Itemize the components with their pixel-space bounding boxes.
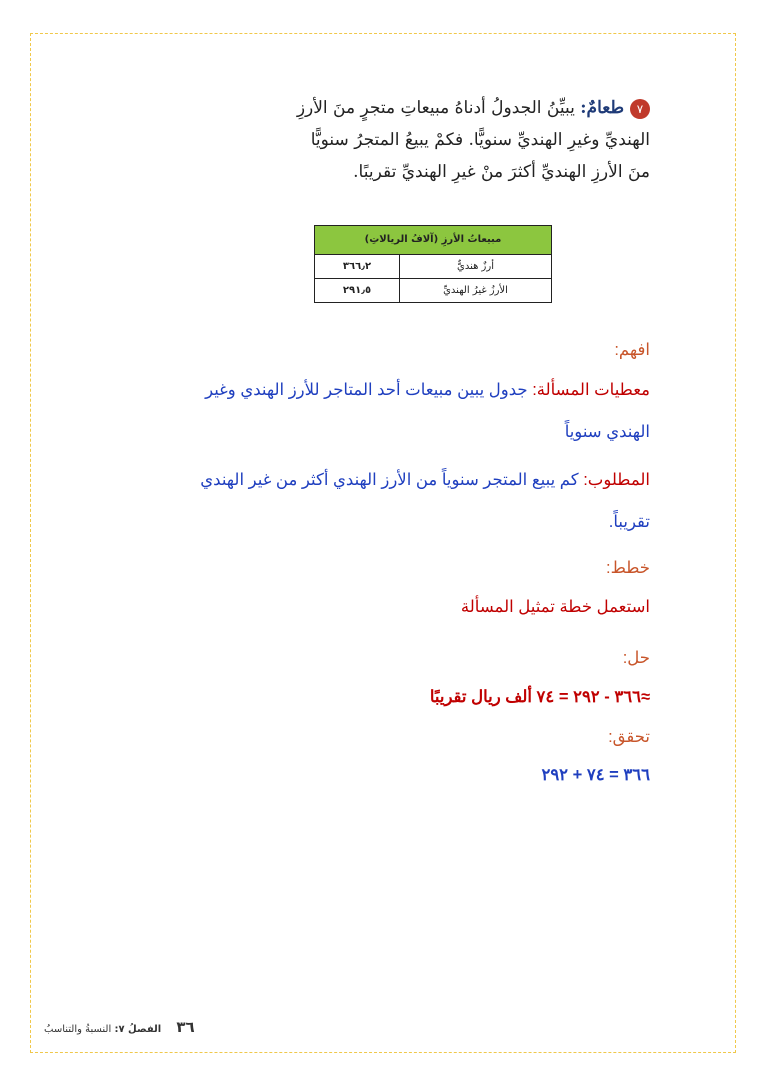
- rice-sales-table: [314, 225, 552, 303]
- givens-line-1: [130, 380, 650, 400]
- table-row-label: أرزٌ هنديٌّ: [399, 255, 551, 278]
- required-line-1: [130, 470, 650, 490]
- problem-text-1: يبيِّنُ الجدولُ أدناهُ مبيعاتِ متجرٍ منَ الأرزِ: [296, 98, 575, 118]
- problem-statement: [230, 92, 650, 188]
- required-label: المطلوب:: [583, 471, 650, 489]
- table-row: [315, 279, 551, 302]
- table-row-value: ٣٦٦٫٢: [342, 261, 372, 272]
- chapter-label: الفصلُ ٧:: [114, 1024, 162, 1035]
- table-row-label: الأرزُ غيرُ الهنديِّ: [399, 279, 551, 302]
- page-number: ٣٦: [176, 1018, 195, 1036]
- required-text: كم يبيع المتجر سنوياً من الأرز الهندي أكثر من غير الهندي: [200, 471, 579, 489]
- solve-equation: ≈٣٦٦ - ٢٩٢ = ٧٤ ألف ريال تقريبًا: [429, 688, 650, 706]
- problem-line-1: [230, 92, 650, 124]
- table-header: مبيعاتُ الأرزِ (آلافُ الريالاتِ): [315, 226, 551, 255]
- table-row-value: ٢٩١٫٥: [342, 285, 372, 296]
- solve-heading: حل:: [622, 649, 650, 667]
- question-number-badge: ٧: [630, 99, 650, 119]
- check-equation: ٣٦٦ = ٧٤ + ٢٩٢: [541, 766, 650, 784]
- problem-keyword: طعامٌ:: [580, 98, 624, 118]
- chapter-title: النسبةُ والتناسبُ: [44, 1024, 112, 1035]
- givens-label: معطيات المسألة:: [532, 381, 650, 399]
- check-heading: تحقق:: [608, 728, 650, 746]
- problem-line-2: الهنديِّ وغيرِ الهنديِّ سنويًّا. فكمْ يبيعُ المتجرُ سنويًّا: [310, 130, 650, 150]
- page-footer: [44, 1018, 195, 1036]
- givens-line-2: الهندي سنوياً: [564, 423, 650, 441]
- understand-heading: افهم:: [614, 341, 650, 359]
- table-row: [315, 255, 551, 279]
- givens-text: جدول يبين مبيعات أحد المتاجر للأرز الهندي وغير: [205, 381, 528, 399]
- plan-text: استعمل خطة تمثيل المسألة: [460, 598, 650, 616]
- required-line-2: تقريباً.: [608, 513, 650, 531]
- plan-heading: خطط:: [606, 559, 650, 577]
- problem-line-3: منَ الأرزِ الهنديِّ أكثرَ منْ غيرِ الهنديِّ تقريبًا.: [353, 162, 650, 182]
